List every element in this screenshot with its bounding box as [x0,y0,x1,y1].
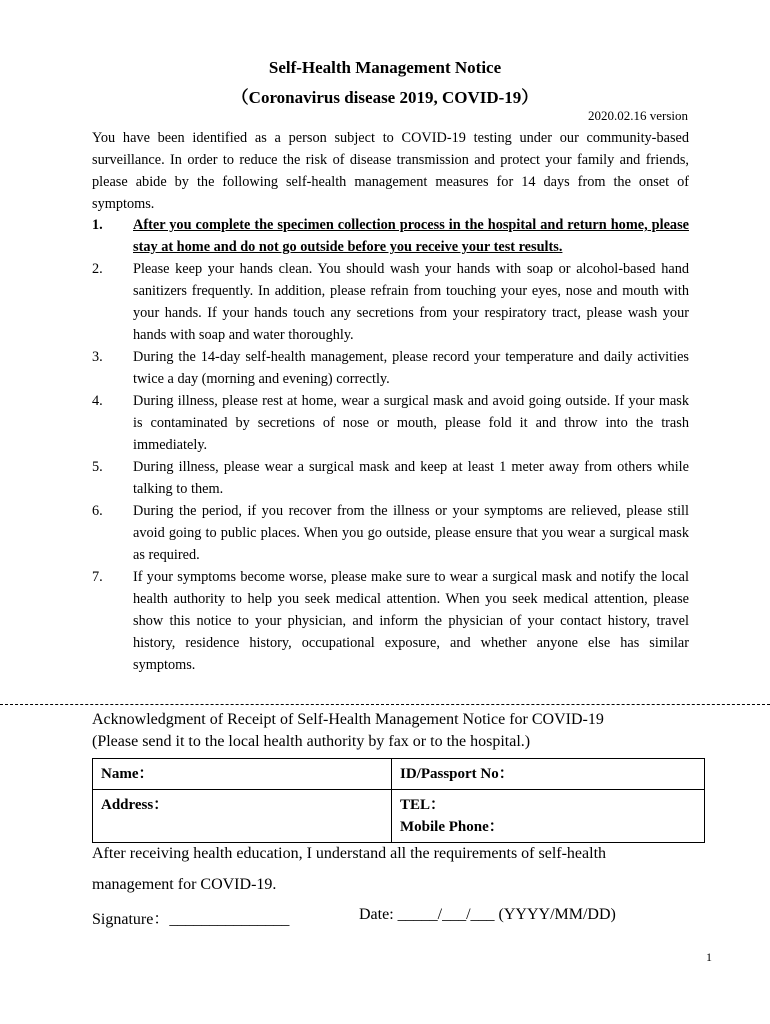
list-item-text: During the 14-day self-health management, please record your temperature and daily activities twice a day (morning and evening) correctly. [133,349,689,387]
document-subtitle: （Coronavirus disease 2019, COVID-19） [231,88,539,107]
cut-line-divider [0,704,770,705]
list-item-text: After you complete the specimen collection process in the hospital and return home, please stay at home and do not go outside before you receive your test results. [133,217,689,255]
date-field[interactable]: Date: _____/___/___ (YYYY/MM/DD) [359,906,616,923]
list-item [92,346,689,390]
measures-list [92,214,689,676]
list-item [92,390,689,456]
address-field[interactable] [93,790,392,843]
receipt-form-table [92,758,705,843]
phone-fields[interactable] [392,790,705,843]
signature-field[interactable]: Signature：_______________ [92,911,290,928]
list-item-text: During illness, please wear a surgical mask and keep at least 1 meter away from others while talking to them. [133,459,689,497]
mobile-phone-label: Mobile Phone： [400,819,504,835]
id-passport-field[interactable] [392,759,705,790]
statement-line-2: management for COVID-19. [92,876,277,893]
page-number: 1 [706,950,712,964]
list-item-number: 3. [92,349,103,365]
id-passport-label: ID/Passport No： [400,766,514,782]
list-item-text: During the period, if you recover from the illness or your symptoms are relieved, please still avoid going to public places. When you go outside, please ensure that you wear a surgical mask as required. [133,503,689,563]
acknowledgment-note: (Please send it to the local health authority by fax or to the hospital.) [92,733,531,750]
list-item-text: Please keep your hands clean. You should wash your hands with soap or alcohol-based hand sanitizers frequently. In addition, please refrain from touching your eyes, nose and mouth with your hands. If your hands touch any secretions from your respiratory tract, please wash your hands with soap and water thoroughly. [133,261,689,343]
name-field[interactable] [93,759,392,790]
intro-paragraph: You have been identified as a person subject to COVID-19 testing under our community-based surveillance. In order to reduce the risk of disease transmission and protect your family and friends, please abide by the following self-health management measures for 14 days from the onset of symptoms. [92,130,689,212]
statement-line-1: After receiving health education, I understand all the requirements of self-health [92,845,607,862]
list-item [92,566,689,676]
list-item-number: 5. [92,459,103,475]
address-label: Address： [101,797,169,813]
list-item-number: 4. [92,393,103,409]
version-label: 2020.02.16 version [587,108,688,123]
list-item-text: During illness, please rest at home, wear a surgical mask and avoid going outside. If your mask is contaminated by secretions of nose or mouth, please fold it and throw into the trash immediately. [133,393,689,453]
list-item-number: 1. [92,217,103,233]
list-item-number: 2. [92,261,103,277]
list-item-text: If your symptoms become worse, please make sure to wear a surgical mask and notify the local health authority to help you seek medical attention. When you seek medical attention, please show this notice to your physician, and inform the physician of your contact history, travel history, residence history, occupational exposure, and whether anyone else has similar symptoms. [133,569,689,673]
tel-label: TEL： [400,797,446,813]
name-label: Name： [101,766,154,782]
list-item-number: 6. [92,503,103,519]
list-item [92,258,689,346]
list-item [92,214,689,258]
list-item-number: 7. [92,569,103,585]
acknowledgment-title: Acknowledgment of Receipt of Self-Health Management Notice for COVID-19 [92,711,604,728]
list-item [92,456,689,500]
list-item [92,500,689,566]
document-title: Self-Health Management Notice [268,58,502,77]
